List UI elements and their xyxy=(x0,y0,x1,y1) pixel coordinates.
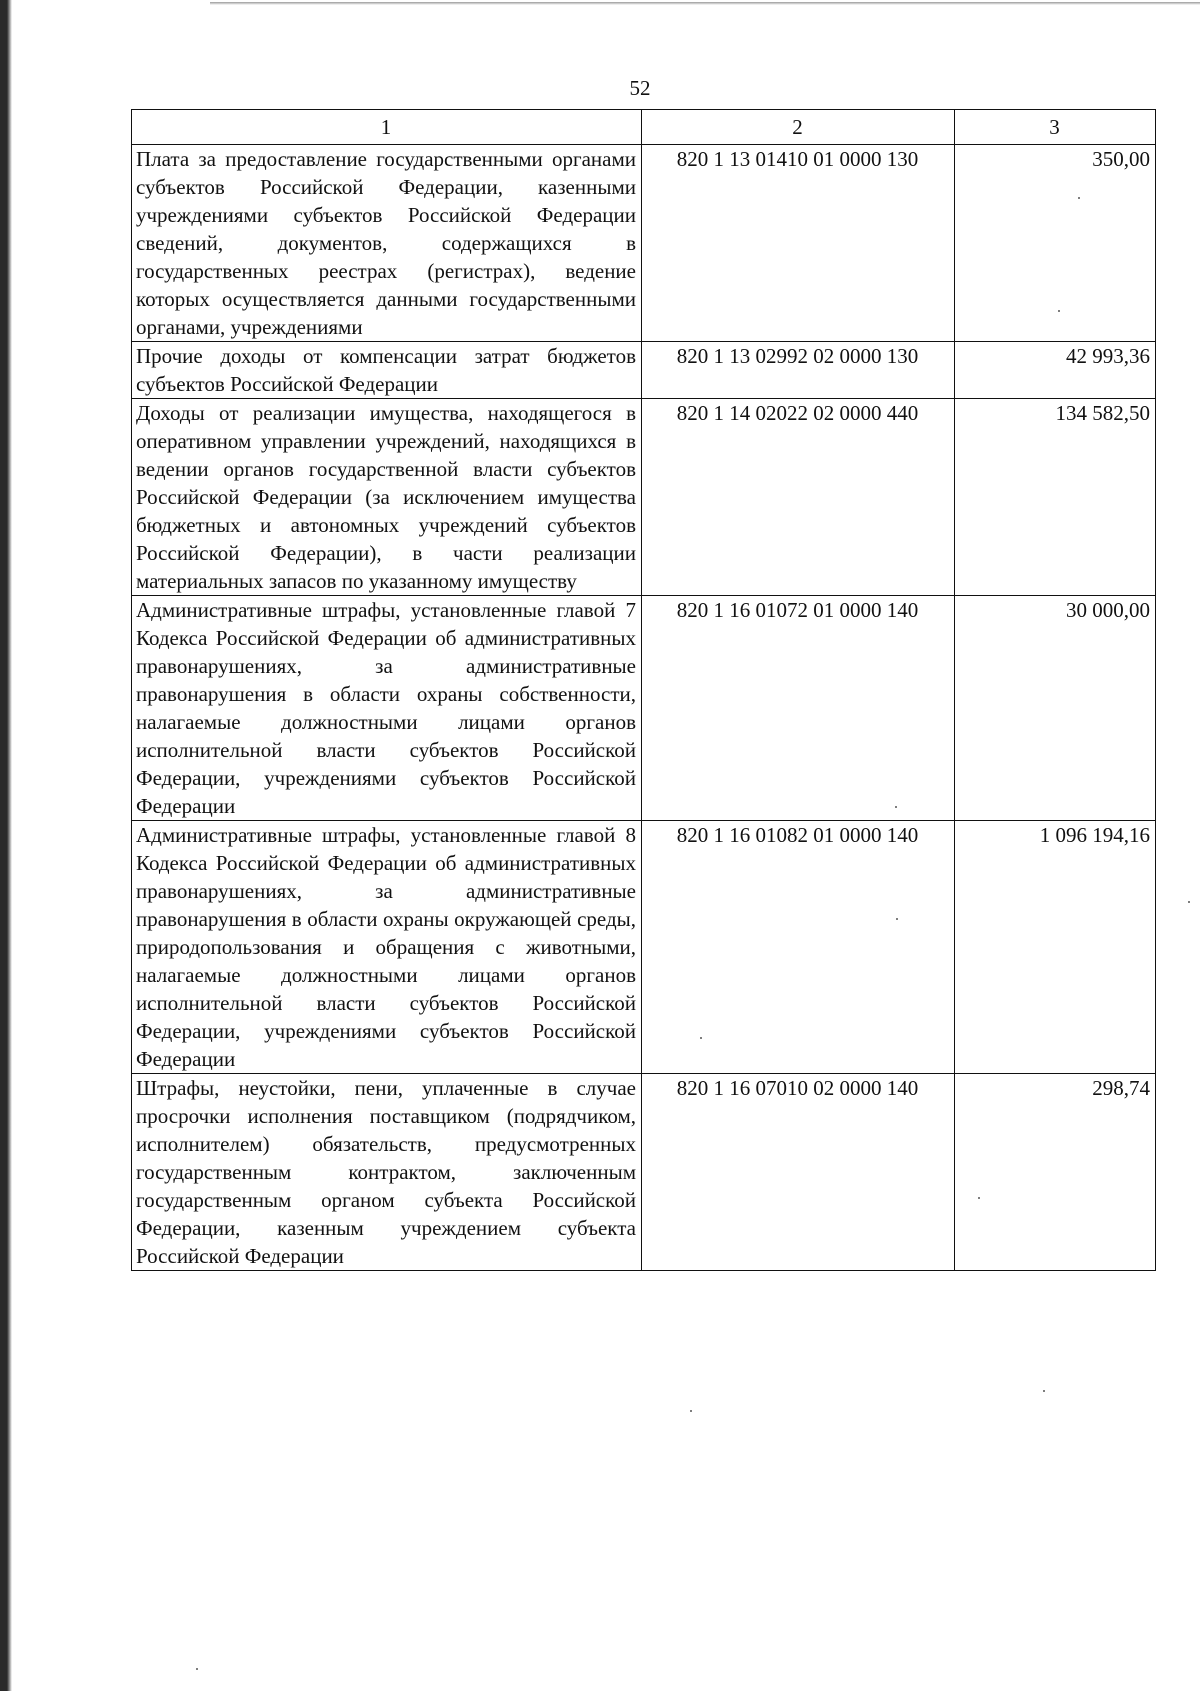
row-code: 820 1 16 07010 02 0000 140 xyxy=(642,1074,955,1271)
row-amount: 30 000,00 xyxy=(955,596,1156,821)
row-amount: 350,00 xyxy=(955,145,1156,342)
scan-speck xyxy=(978,1197,980,1199)
row-description: Прочие доходы от компенсации затрат бюджетов субъектов Российской Федерации xyxy=(132,342,642,399)
scan-top-edge xyxy=(210,2,1200,5)
row-description: Административные штрафы, установленные главой 8 Кодекса Российской Федерации об административных правонарушениях, за административные правонарушения в области охраны окружающей среды, природопользования и обращения с животными, налагаемые должностными лицами органов исполнительной власти субъектов Российской Федерации, учреждениями субъектов Российской Федерации xyxy=(132,821,642,1074)
row-code: 820 1 14 02022 02 0000 440 xyxy=(642,399,955,596)
row-code: 820 1 16 01072 01 0000 140 xyxy=(642,596,955,821)
table-row xyxy=(132,342,1156,399)
table-row xyxy=(132,1074,1156,1271)
column-header-2: 2 xyxy=(642,110,955,145)
revenue-table xyxy=(131,109,1156,1271)
scan-speck xyxy=(196,1668,198,1670)
table-row xyxy=(132,596,1156,821)
scan-speck xyxy=(896,918,898,920)
row-amount: 1 096 194,16 xyxy=(955,821,1156,1074)
row-description: Административные штрафы, установленные главой 7 Кодекса Российской Федерации об административных правонарушениях, за административные правонарушения в области охраны собственности, налагаемые должностными лицами органов исполнительной власти субъектов Российской Федерации, учреждениями субъектов Российской Федерации xyxy=(132,596,642,821)
row-amount: 134 582,50 xyxy=(955,399,1156,596)
row-amount: 42 993,36 xyxy=(955,342,1156,399)
scan-speck xyxy=(895,806,897,808)
scan-left-edge xyxy=(0,0,12,1691)
row-description: Штрафы, неустойки, пени, уплаченные в случае просрочки исполнения поставщиком (подрядчиком, исполнителем) обязательств, предусмотренных государственным контрактом, заключенным государственным органом субъекта Российской Федерации, казенным учреждением субъекта Российской Федерации xyxy=(132,1074,642,1271)
scan-speck xyxy=(1078,197,1080,199)
table-header-row xyxy=(132,110,1156,145)
row-code: 820 1 13 02992 02 0000 130 xyxy=(642,342,955,399)
table-row xyxy=(132,821,1156,1074)
scan-speck xyxy=(690,1410,692,1412)
row-description: Доходы от реализации имущества, находящегося в оперативном управлении учреждений, находящихся в ведении органов государственной власти субъектов Российской Федерации (за исключением имущества бюджетных и автономных учреждений субъектов Российской Федерации), в части реализации материальных запасов по указанному имуществу xyxy=(132,399,642,596)
scan-speck xyxy=(1188,901,1190,903)
table-row xyxy=(132,145,1156,342)
row-amount: 298,74 xyxy=(955,1074,1156,1271)
scan-speck xyxy=(1043,1390,1045,1392)
scan-speck xyxy=(1058,310,1060,312)
table-row xyxy=(132,399,1156,596)
scan-speck xyxy=(700,1037,702,1039)
column-header-1: 1 xyxy=(132,110,642,145)
page-number: 52 xyxy=(629,76,651,100)
row-description: Плата за предоставление государственными органами субъектов Российской Федерации, казенными учреждениями субъектов Российской Федерации сведений, документов, содержащихся в государственных реестрах (регистрах), ведение которых осуществляется данными государственными органами, учреждениями xyxy=(132,145,642,342)
column-header-3: 3 xyxy=(955,110,1156,145)
row-code: 820 1 13 01410 01 0000 130 xyxy=(642,145,955,342)
row-code: 820 1 16 01082 01 0000 140 xyxy=(642,821,955,1074)
